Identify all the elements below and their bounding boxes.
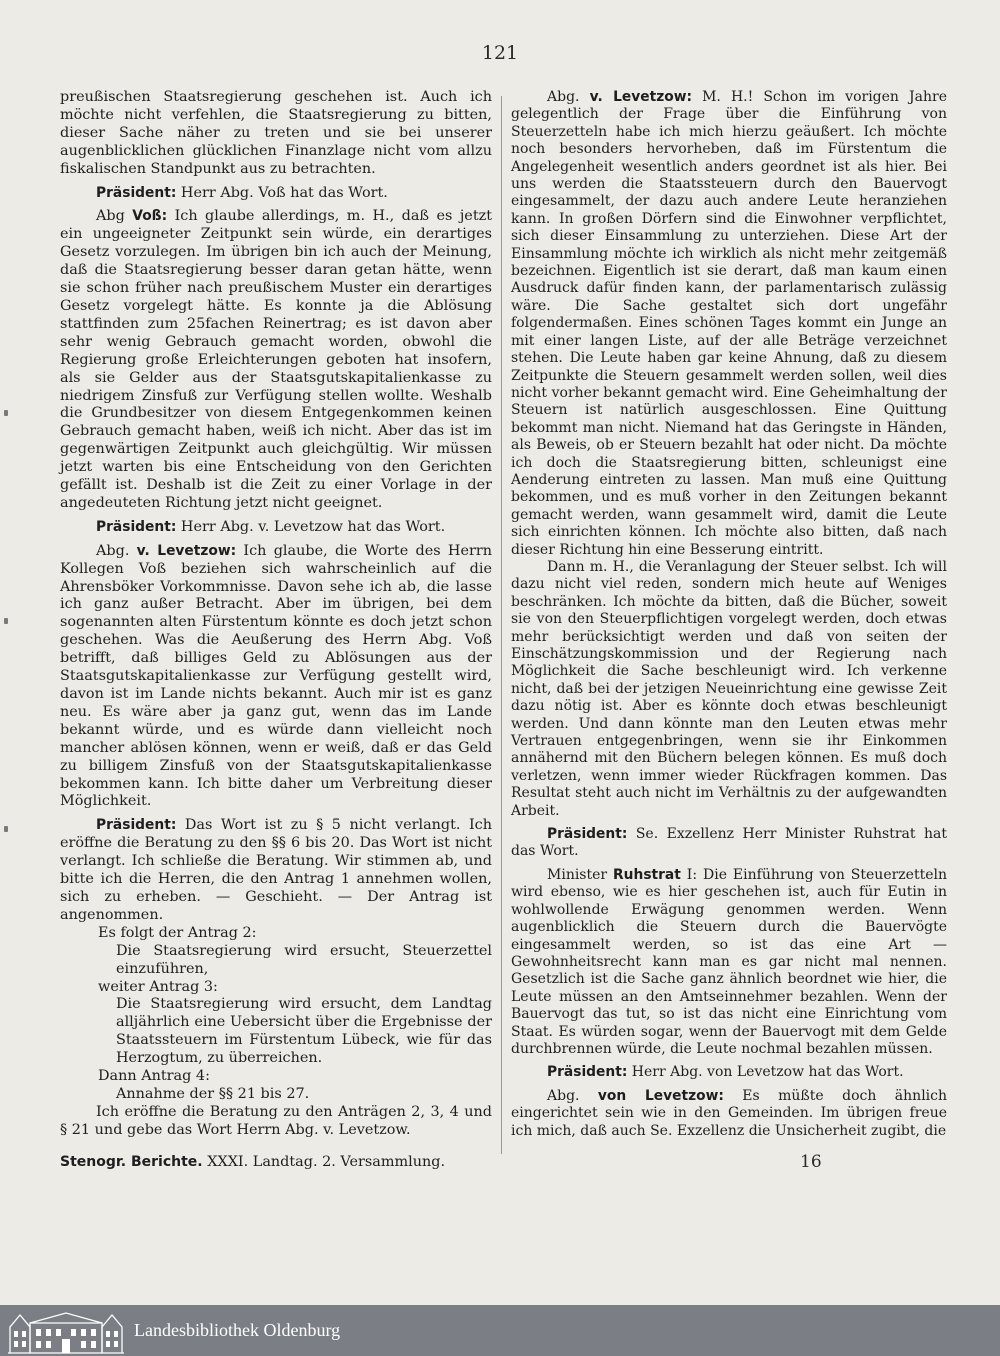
paragraph-text: Es folgt der Antrag 2: — [98, 924, 257, 941]
library-banner — [0, 1305, 1000, 1356]
speaker-name: Präsident: — [96, 518, 177, 535]
speaker-name: Präsident: — [547, 1064, 628, 1081]
paragraph — [511, 1088, 947, 1140]
paragraph — [511, 1064, 947, 1081]
speaker-name: Ruhstrat — [613, 866, 681, 883]
speaker-title: Abg — [96, 208, 133, 225]
paragraph — [60, 185, 492, 203]
sheet-number: 16 — [800, 1152, 822, 1172]
paragraph — [60, 943, 492, 979]
column-divider — [501, 96, 502, 1154]
paragraph-text: Annahme der §§ 21 bis 27. — [116, 1085, 310, 1102]
paragraph-text: preußischen Staatsregierung geschehen ist. Auch ich möchte nicht verfehlen, die Staatsregierung zu bitten, dieser Sache näher zu treten und sie bei unserer augenblicklichen glücklichen Finanzlage nicht vom allzu fiskalischen Standpunkt aus zu betrachten. — [60, 89, 492, 177]
paragraph-text: Ich eröffne die Beratung zu den Anträgen 2, 3, 4 und § 21 und gebe das Wort Herrn Abg. v. Levetzow. — [60, 1103, 492, 1138]
paragraph-text: Ich glaube allerdings, m. H., daß es jetzt ein ungeeigneter Zeitpunkt sein würde, ein derartiges Gesetz vorzulegen. Im übrigen bin ich auch der Meinung, daß die Staatsregierung besser daran getan hätte, wenn sie schon früher nach preußischem Muster ein derartiges Gesetz vorgelegt hätte. Es konnte ja die Ablösung stattfinden zum 25fachen Reinertrag; es ist davon aber sehr wenig Gebrauch gemacht worden, obwohl die Regierung große Erleichterungen geboten hat insofern, als sie Gelder aus der Staatsgutskapitalienkasse zu niedrigem Zinsfuß zur Verfügung stellen wollte. Weshalb die Grundbesitzer von diesem Entgegenkommen keinen Gebrauch gemacht haben, weiß ich nicht. Aber das ist im gegenwärtigen Zeitpunkt auch gleichgültig. Wir müssen jetzt warten bis eine Entscheidung von den Gerichten gefällt ist. Deshalb ist die Zeit zu einer Vorlage in der angedeuteten Richtung jetzt nicht geeignet. — [60, 208, 492, 511]
speaker-title: Minister — [547, 866, 614, 883]
paragraph-text: I: Die Einführung von Steuerzetteln wird ebenso, wie es hier geschehen ist, auch für Eutin in wohlwollende Erwägung genommen werden. Wenn augenblicklich die Steuern durch die Bauervögte eingesammelt werden, so ist das eine Art — Gewohnheitsrecht kann man es gar nicht mal nennen. Gesetzlich ist die Sache ganz ähnlich beordnet wie hier, die Leute müssen an den Amtseinnehmer bezahlen. Wenn der Bauervogt das tut, so ist das nicht eine Einrichtung vom Staat. Es würden sogar, wenn der Bauervogt mit dem Gelde durchbrennen würde, die Leute nochmal bezahlen müssen. — [511, 866, 947, 1057]
speaker-name: Präsident: — [96, 817, 177, 834]
paragraph — [511, 559, 947, 820]
paragraph-text: Die Staatsregierung wird ersucht, dem Landtag alljährlich eine Uebersicht über die Ergebnisse der Staatssteuern im Fürstentum Lübeck, wie für das Herzogtum, zu überreichen. — [116, 996, 492, 1067]
footer-signature — [60, 1154, 492, 1170]
paragraph — [60, 519, 492, 537]
paragraph-text: Dann m. H., die Veranlagung der Steuer selbst. Ich will dazu nicht viel reden, sondern mich heute auf Weniges beschränken. Ich möchte da bitten, daß die Bücher, soweit sie von den Steuerpflichtigen vorgelegt werden, doch etwas mehr berücksichtigt werden und daß von seiten der Einschätzungskommission und der Regierung nach Möglichkeit die Sache beschleunigt wird. Ich verkenne nicht, daß bei der jetzigen Neueinrichtung eine gewisse Zeit dazu nötig ist. Aber es könnte doch etwas beschleunigt werden. Und dann könnte man den Leuten etwas mehr Vertrauen entgegenbringen, wenn sie ihr Einkommen annähernd mit den Büchern belegen können. Es muß doch verletzen, wenn immer wieder Rückfragen kommen. Das Resultat steht auch nicht im Verhältnis zu der aufgewandten Arbeit. — [511, 558, 947, 819]
paragraph-text: Ich glaube, die Worte des Herrn Kollegen Voß beziehen sich wahrscheinlich auf die Ahrensböker Vorkommnisse. Davon sehe ich ab, die lasse ich ganz außer Betracht. Aber im übrigen, bei dem sogenannten alten Fürstentum könnte es doch jetzt schon geschehen. Was die Aeußerung des Herrn Abg. Voß betrifft, daß billiges Geld zu Ablösungen aus der Staatsgutskapitalienkasse zur Verfügung gestellt wird, davon ist im Lande nichts bekannt. Auch mir ist es ganz neu. Es wäre aber ja ganz gut, wenn das im Lande bekannt würde, und es würde dann vielleicht noch mancher ablösen können, wenn er weiß, daß er das Geld zu billigem Zinsfuß von der Staatsgutskapitalienkasse bekommen kann. Ich bitte daher um Verbreitung dieser Möglichkeit. — [60, 542, 492, 810]
page-number: 121 — [481, 42, 519, 64]
paragraph-text: Das Wort ist zu § 5 nicht verlangt. Ich eröffne die Beratung zu den §§ 6 bis 20. Das Wort ist nicht verlangt. Ich schließe die Beratung. Wir stimmen ab, und bitte ich die Herren, die den Antrag 1 annehmen wollen, sich zu erheben. — Geschieht. — Der Antrag ist angenommen. — [60, 817, 492, 923]
footer-label: Stenogr. Berichte. — [60, 1154, 203, 1170]
speaker-name: v. Levetzow: — [589, 89, 692, 105]
paragraph — [511, 826, 947, 861]
paragraph-text: M. H.! Schon im vorigen Jahre gelegentlich der Frage über die Einführung von Steuerzetteln habe ich mich hierzu geäußert. Ich möchte noch besonders hervorheben, daß im Fürstentum die Angelegenheit wesentlich anders geordnet ist als hier. Bei uns werden die Staatssteuern durch den Bauervogt eingesammelt, der dazu auch andere Leute heranziehen kann. In großen Dörfern sind die Einwohner verpflichtet, sich dieser Einsammlung zu unterziehen. Diese Art der Einsammlung möchte ich wirklich als nicht mehr zeitgemäß bezeichnen. Eigentlich ist sie derart, daß man kaum einen Ausdruck dafür finden kann, der parlamentarisch zulässig wäre. Die Sache gestaltet sich dort ungefähr folgendermaßen. Eines schönen Tages kommt ein Junge an mit einer langen Liste, auf der alle Beträge verzeichnet stehen. Die Leute haben gar keine Ahnung, daß zu diesem Zeitpunkte die Steuern gesammelt werden sollen, weil dies nicht vorher bekannt gemacht wird. Eine Geheimhaltung der Steuern ist natürlich ausgeschlossen. Eine Quittung bekommt man nicht. Niemand hat das Geringste in Händen, als Beweis, ob er Steuern bezahlt hat oder nicht. Da möchte ich doch die Staatsregierung bitten, schleunigst eine Aenderung eintreten zu lassen. Man muß eine Quittung bekommen, und es muß vorher in den Zeitungen bekannt gemacht werden, wann gesammelt wird, damit die Leute sich einrichten können. Ich möchte also bitten, daß nach dieser Richtung hin eine Besserung eintritt. — [511, 89, 947, 558]
paragraph — [60, 925, 492, 943]
paragraph-text: Es müßte doch ähnlich eingerichtet sein wie in den Gemeinden. Im übrigen freue ich mich, daß auch Se. Exzellenz die Unsicherheit zugibt, die — [511, 1087, 948, 1139]
speaker-title: Abg. — [547, 1087, 598, 1104]
paragraph-text: Herr Abg. Voß hat das Wort. — [176, 184, 388, 201]
speaker-title: Abg. — [96, 542, 137, 559]
paragraph-text: Herr Abg. von Levetzow hat das Wort. — [627, 1064, 904, 1081]
scan-mark — [4, 618, 8, 624]
paragraph — [60, 1086, 492, 1104]
speaker-name: Präsident: — [547, 826, 628, 843]
paragraph — [60, 543, 492, 812]
speaker-name: Präsident: — [96, 184, 177, 201]
speaker-name: v. Levetzow: — [136, 542, 237, 559]
paragraph-text: Se. Exzellenz Herr Minister Ruhstrat hat das Wort. — [511, 826, 947, 860]
paragraph — [60, 996, 492, 1068]
paragraph — [511, 89, 947, 559]
paragraph-text: Die Staatsregierung wird ersucht, Steuerzettel einzuführen, — [116, 942, 492, 977]
paragraph — [60, 1068, 492, 1086]
paragraph — [60, 1104, 492, 1140]
paragraph-text: Dann Antrag 4: — [98, 1068, 210, 1085]
paragraph — [60, 89, 492, 179]
paragraph — [60, 817, 492, 924]
scan-mark — [4, 826, 8, 832]
left-column — [60, 89, 492, 1140]
library-building-icon — [6, 1305, 126, 1356]
speaker-title: Abg. — [547, 89, 590, 105]
paragraph — [511, 867, 947, 1058]
paragraph-text: Herr Abg. v. Levetzow hat das Wort. — [176, 518, 446, 535]
paragraph-text: weiter Antrag 3: — [98, 978, 218, 995]
speaker-name: Voß: — [132, 208, 168, 225]
paragraph — [60, 208, 492, 512]
right-column — [511, 89, 947, 1140]
library-name: Landesbibliothek Oldenburg — [134, 1320, 341, 1340]
paragraph — [60, 979, 492, 997]
scan-mark — [4, 410, 8, 416]
footer-text: XXXI. Landtag. 2. Versammlung. — [202, 1154, 446, 1170]
speaker-name: von Levetzow: — [597, 1087, 724, 1104]
